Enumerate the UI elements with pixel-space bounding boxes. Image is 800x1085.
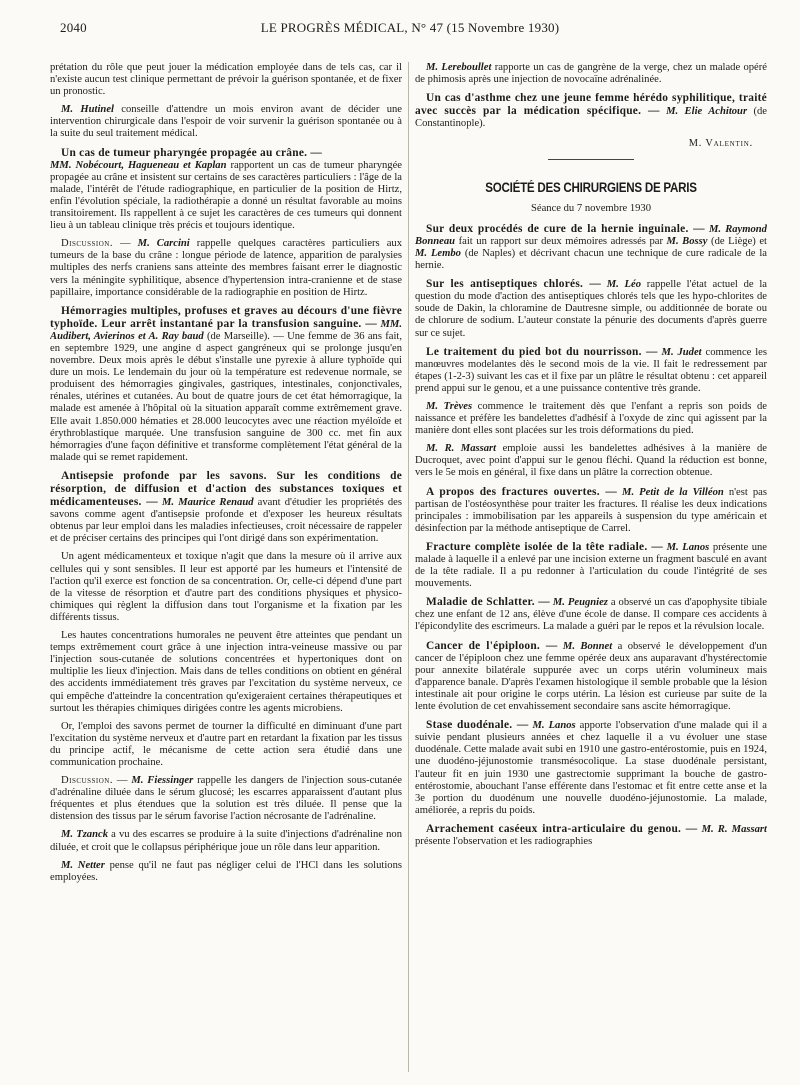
- article: [415, 640, 767, 714]
- paragraph: [415, 401, 767, 437]
- author-name: M. Lereboullet: [426, 62, 492, 73]
- discussion-text: rappelle quelques caractères particuliers aux tumeurs de la base du crâne : longue période de latence, apparition de paralysies multiples des nerfs craniens sans atteinte des membres faisant errer le diagnostic vers la méningite syphilitique, absence d'hypertension intra-cranienne et de stase papillaire, importance considérable de la radiographie en position de Hirtz.: [50, 238, 402, 298]
- author-name: M. Bonnet: [562, 640, 613, 652]
- paragraph: Les hautes concentrations humorales ne peuvent être atteintes que pendant un temps extrêmement court grâce à une injection intra-veineuse massive ou par l'injection sous-cutanée de solutions concentrées et hypertoniques dont on multiplie les lieux d'injection. Mais dans de telles conditions on obtient en général des accidents immédiatement très graves par l'excitation du système nerveux, ce qui empêche d'atteindre la concentration qu'exigeraient certaines thérapeutiques et surtout les thérapies chimiques dirigées contre les agents microbiens.: [50, 630, 402, 714]
- article-text: (de Naples) et décrivant chacun une technique de cure radicale de la hernie.: [415, 247, 767, 272]
- author-name: M. Maurice Renaud: [162, 497, 254, 509]
- column-divider: [408, 62, 409, 1072]
- society-heading: SOCIÉTÉ DES CHIRURGIENS DE PARIS: [485, 179, 697, 195]
- article-text: présente une malade à laquelle il a enlevé par une incision externe un fragment basculé en avant de la tête radiale. Il a pu redonner à l'articulation du coude l'intégrité de ses mouvements.: [415, 541, 767, 590]
- article-title: Sur les antiseptiques chlorés. —: [426, 278, 601, 291]
- author-name: M. R. Massart: [701, 823, 767, 835]
- paragraph-text: rapporte un cas de gangrène de la verge, chez un malade opéré de phimosis après une injection de novocaïne adrénalinée.: [415, 62, 767, 86]
- article-text: (de Constantinople).: [415, 106, 767, 130]
- article-title: Maladie de Schlatter. —: [426, 596, 550, 609]
- paragraph: Un agent médicamenteux et toxique n'agit que dans la mesure où il arrive aux cellules qui y sont sensibles. Il leur est apporté par les humeurs et l'intensité de l'action qu'il exerce est fonction de sa concentration. Or, celle-ci dépend d'une part de la vitesse de résorption et d'autre part des conditions physiques et physico-chimiques qui règlent la diffusion dans tout l'organisme et la fixation par les différents tissus.: [50, 551, 402, 623]
- article-text: présente l'observation et les radiographies: [415, 835, 593, 847]
- author-name: M. Lanos: [666, 541, 710, 553]
- article-text: a observé un cas d'apophysite tibiale chez une enfant de 12 ans, élève d'une école de danse. Il compare ces accidents à l'épicondylite des escrimeurs. La malade a guéri par le repos et la révulsion locale.: [415, 597, 767, 633]
- article-text: (de Marseille). — Une femme de 36 ans fait, en septembre 1929, une angine d aspect gangréneux qui se prolonge jusqu'en novembre. Deux mois après le début s'installe une pyrexie à allure typhoïde qui dure un mois. Le lendemain du jour où la température est redevenue normale, se produisent des hémorragies gingivales, gastriques, intestinales, conjonctivales, rénales, utérines et cutanées. Au bout de quatre jours de cet état hémorragique, la malade est amenée à l'hôpital où la situation apparaît comme extrêmement grave. Elle avait 1.850.000 hématies et 28.000 leucocytes avec une réaction myéloïde et érythroblastique marquée. Une transfusion sanguine de 300 cc. met fin aux hémorragies d'une façon définitive et transforme complètement l'état général de la malade qui se remet rapidement.: [50, 330, 402, 463]
- article-title: A propos des fractures ouvertes. —: [426, 485, 617, 498]
- author-name: MM. Audibert, Avierinos et A. Ray baud: [50, 318, 402, 342]
- author-name: M. Judet: [661, 346, 702, 358]
- article: [415, 541, 767, 590]
- article-text: commence les manœuvres modelantes dès le second mois de la vie. Il fait le redressement par étapes (1-2-3) suivant les cas et il fixe par un plâtre le résultat obtenu : cet appareil prend appui sur le genou, et a une puissance contentive très grande.: [415, 346, 767, 394]
- paragraph-text: a vu des escarres se produire à la suite d'injections d'adrénaline non diluée, et croit que le collapsus périphérique joue un rôle dans leur apparition.: [50, 829, 402, 853]
- running-title: LE PROGRÈS MÉDICAL, N° 47 (15 Novembre 1930): [260, 20, 560, 35]
- article-title: Un cas de tumeur pharyngée propagée au crâne. —: [61, 146, 322, 159]
- article: [415, 719, 767, 817]
- author-name: M. Fiessinger: [131, 775, 194, 787]
- article-text: (de Liège) et: [707, 235, 767, 247]
- article-title: Sur deux procédés de cure de la hernie inguinale. —: [426, 222, 705, 235]
- author-name: M. R. Massart: [426, 443, 497, 455]
- page-number: 2040: [60, 20, 87, 35]
- session-date: Séance du 7 novembre 1930: [530, 202, 652, 214]
- article-title: Le traitement du pied bot du nourrisson. —: [426, 345, 658, 358]
- author-name: M. Elie Achitour: [666, 106, 748, 118]
- paragraph-text: commence le traitement dès que l'enfant a repris son poids de naissance et préfère les bandelettes d'adhésif à l'oxyde de zinc qui agissent par la manière dont elles sont placées sur les trois déformations du pied.: [415, 400, 767, 437]
- discussion: Discussion. — M. Carcini rappelle quelques caractères particuliers aux tumeurs de la base du crâne : longue période de latence, apparition de paralysies multiples des nerfs craniens sans atteinte des membres faisant errer le diagnostic vers la méningite syphilitique, absence d'hypertension intra-cranienne et de stase papillaire, importance considérable de la radiographie en position de Hirtz.: [50, 238, 402, 298]
- article-text: n'est pas partisan de l'ostéosynthèse pour traiter les fractures. Il réalise les deux indications principales : immobilisation par les appareils à suspension du type américain et désinfection par la méthode antiseptique de Carrel.: [415, 486, 767, 534]
- article-title: Arrachement caséeux intra-articulaire du genou. —: [426, 822, 698, 835]
- discussion: Discussion. — M. Fiessinger rappelle les dangers de l'injection sous-cutanée d'adrénaline diluée dans le sérum glucosé; les escarres apparaissent d'autant plus fréquentes et plus étendues que la solution est très diluée. Il pense que la distension des tissus par le sérum favorise l'action nécrosante de l'adrénaline.: [50, 775, 402, 823]
- discussion-text: rappelle les dangers de l'injection sous-cutanée d'adrénaline diluée dans le sérum glucosé; les escarres apparaissent d'autant plus fréquentes et plus étendues que la solution est très diluée. Il pense que la distension des tissus par le sérum favorise l'action nécrosante de l'adrénaline.: [50, 775, 402, 823]
- paragraph: [50, 104, 402, 140]
- author-name: M. Raymond Bonneau: [415, 223, 767, 247]
- author-name: M. Léo: [606, 279, 642, 291]
- discussion-label: Discussion.: [61, 238, 113, 250]
- paragraph: [50, 860, 402, 884]
- paragraph: [415, 443, 767, 479]
- article-text: fait un rapport sur deux mémoires adressés par: [455, 235, 667, 247]
- article: [415, 92, 767, 130]
- article-text: apporte l'observation d'une malade qui il a suivie pendant plusieurs années et chez laquelle il a vu évoluer une stase duodénale. Cette malade avait subi en 1910 une gastro-entérostomie, puis en 1924, une duodéno-jéjunostomie transmésocolique. La stase duodénale persistant, l'auteur fit en juin 1930 une gastrectomie supprimant la bouche de gastro-entérostomie, abouchant l'anse efférente dans l'estomac et fit entre cette anse et la 3e portion du duodénum une nouvelle duodéno-jéjunostomie. La malade, améliorée, a repris du poids.: [415, 720, 767, 816]
- author-name: M. Trèves: [426, 400, 473, 412]
- paragraph: [415, 62, 767, 86]
- article-text: rapportent un cas de tumeur pharyngée propagée au crâne et insistent sur certains de ses caractères particuliers : l'âge de la malade, l'intérêt de l'étude radiographique, en particulier de la position de Hirtz, enfin l'évolution spéciale, la radiothérapie a donné un résultat favorable au moins transitoirement. Ils rappellent à ce sujet les caractères de ces tumeurs qui donnent lieu à un tableau clinique très précis et toujours identique.: [50, 159, 402, 232]
- article: [50, 470, 402, 546]
- page-header: [60, 20, 760, 40]
- article: [50, 147, 402, 233]
- article-title: Un cas d'asthme chez une jeune femme hérédo syphilitique, traité avec succès par la médication spécifique. —: [415, 92, 767, 118]
- author-name: MM. Nobécourt, Hagueneau et Kaplan: [50, 159, 227, 171]
- article: [415, 223, 767, 272]
- article: [415, 596, 767, 633]
- article-title: Cancer de l'épiploon. —: [426, 639, 558, 652]
- left-column: [50, 62, 402, 1077]
- paragraph-text: pense qu'il ne faut pas négliger celui de l'HCl dans les solutions employées.: [50, 859, 402, 883]
- signature: M. Valentin.: [688, 138, 753, 150]
- article-title: Stase duodénale. —: [426, 719, 529, 732]
- article: [50, 305, 402, 464]
- paragraph: [50, 829, 402, 853]
- author-name: M. Tzanck: [61, 829, 108, 841]
- article-text: a observé le développement d'un cancer de l'épiploon chez une femme opérée deux ans auparavant d'hystérectomie pour annexite bilatérale suppurée avec un corps utérin volumineux mais d'apparence banale. D'après l'examen histologique il semble probable que la lésion intestinale ait pour origine le corps utérin. La lésion est curieuse par suite de la lente évolution de cet envahissement secondaire sans ascite hémorragique.: [415, 640, 767, 713]
- article: [415, 278, 767, 339]
- article: [415, 486, 767, 535]
- article-title: Fracture complète isolée de la tête radiale. —: [426, 540, 664, 553]
- author-name: M. Petit de la Villéon: [622, 486, 724, 498]
- author-name: M. Bossy: [666, 235, 708, 247]
- section-rule: [548, 159, 634, 160]
- author-name: M. Carcini: [137, 238, 190, 250]
- article-text: avant d'étudier les propriétés des savons comme agent d'antisepsie profonde et d'exposer les heureux résultats obtenus par leur emploi dans les maladies infectieuses, croit nécessaire de rappeler et de préciser certains des principes qui l'ont dirigé dans son expérimentation.: [50, 497, 402, 545]
- paragraph: prétation du rôle que peut jouer la médication employée dans de tels cas, car il n'existe aucun test clinique permettant de prévoir la guérison spontanée, et de fixer un pronostic.: [50, 62, 402, 98]
- right-column: [415, 62, 767, 1077]
- author-name: M. Peugniez: [552, 597, 608, 609]
- article-text: rappelle l'état actuel de la question du mode d'action des antiseptiques chlorés tels que les hypo-chlorites de soude de Dakin, la chloramine de Dautresne simple, ou additionnée de borate ou de chlorure de sodium. L'auteur constate la pénurie des documents d'après guerre sur ce sujet.: [415, 279, 767, 339]
- author-name: M. Netter: [61, 859, 105, 871]
- paragraph-text: conseille d'attendre un mois environ avant de décider une intervention chirurgicale dans l'espoir de voir survenir la guérison spontanée ou à la suite du seul traitement médical.: [50, 104, 402, 140]
- article: [415, 823, 767, 848]
- discussion-label: Discussion.: [61, 775, 113, 787]
- author-name: M. Hutinel: [61, 104, 114, 116]
- paragraph: Or, l'emploi des savons permet de tourner la difficulté en diminuant d'une part l'excitation du système nerveux et d'autre part en retardant la fixation par les tissus du principe actif, le mécanisme de cette action sera étudié dans une communication prochaine.: [50, 720, 402, 768]
- author-name: M. Lanos: [532, 720, 576, 732]
- author-name: M. Lembo: [415, 247, 461, 259]
- article: [415, 346, 767, 395]
- article-title: Antisepsie profonde par les savons. Sur les conditions de résorption, de diffusion et d'action des substances toxiques et médicamenteuses. —: [50, 469, 402, 509]
- article-title: Hémorragies multiples, profuses et graves au décours d'une fièvre typhoïde. Leur arrêt instantané par la transfusion sanguine. —: [50, 304, 402, 330]
- paragraph-text: emploie aussi les bandelettes adhésives à la manière de Ducroquet, avec point d'appui sur le genou fléchi. Quand la réduction est bonne, vers le 5e mois en général, il fixe dans un plâtre la correction obtenue.: [415, 443, 767, 479]
